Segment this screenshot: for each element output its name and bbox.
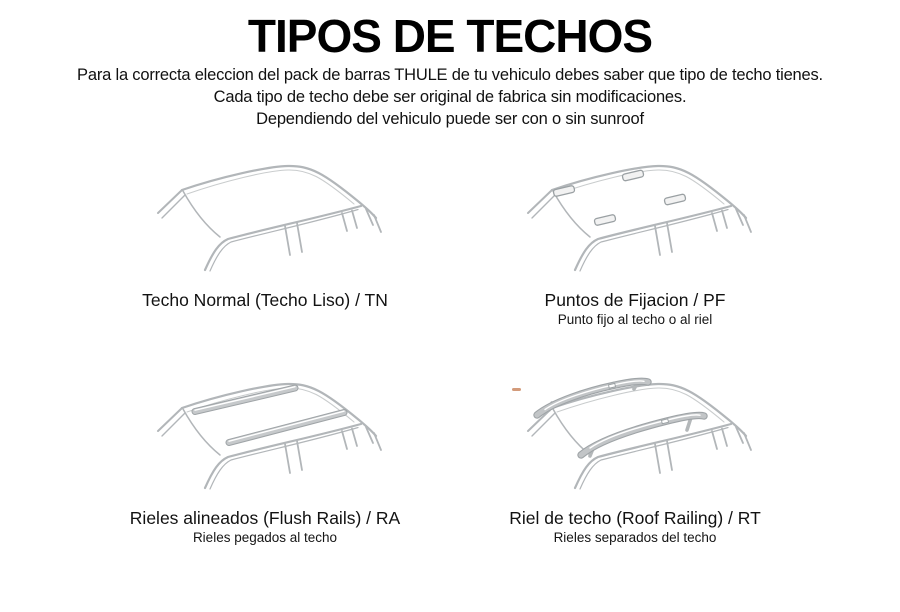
intro-line-3: Dependiendo del vehiculo puede ser con o sin sunroof xyxy=(256,110,644,129)
roof-type-label-tn: Techo Normal (Techo Liso) / TN xyxy=(142,290,388,311)
page-title: TIPOS DE TECHOS xyxy=(247,10,653,62)
roof-type-sublabel-pf: Punto fijo al techo o al riel xyxy=(557,312,713,328)
flush-rails-roof-illustration xyxy=(140,372,390,498)
fixpoint-pods xyxy=(553,170,686,226)
scan-artifact-mark xyxy=(512,388,521,391)
intro-line-1: Para la correcta eleccion del pack de barras THULE de tu vehiculo debes saber que tipo de techo tienes. xyxy=(77,66,823,85)
roof-type-label-ra: Rieles alineados (Flush Rails) / RA xyxy=(129,508,401,529)
roof-types-grid xyxy=(80,154,820,546)
intro-text xyxy=(0,64,900,130)
roof-type-card-pf xyxy=(450,154,820,328)
intro-line-2: Cada tipo de techo debe ser original de fabrica sin modificaciones. xyxy=(213,88,687,107)
roof-type-sublabel-rt: Rieles separados del techo xyxy=(553,530,717,546)
roof-type-label-pf: Puntos de Fijacion / PF xyxy=(544,290,726,311)
roof-types-infographic xyxy=(0,12,900,546)
roof-type-card-tn xyxy=(80,154,450,328)
normal-roof-illustration xyxy=(140,154,390,280)
roof-type-card-ra xyxy=(80,372,450,546)
roof-type-sublabel-ra: Rieles pegados al techo xyxy=(192,530,338,546)
roof-type-card-rt xyxy=(450,372,820,546)
raised-rails-roof-illustration xyxy=(510,372,760,498)
fixpoint-roof-illustration xyxy=(510,154,760,280)
raised-rails xyxy=(537,381,704,456)
roof-type-label-rt: Riel de techo (Roof Railing) / RT xyxy=(509,508,761,529)
